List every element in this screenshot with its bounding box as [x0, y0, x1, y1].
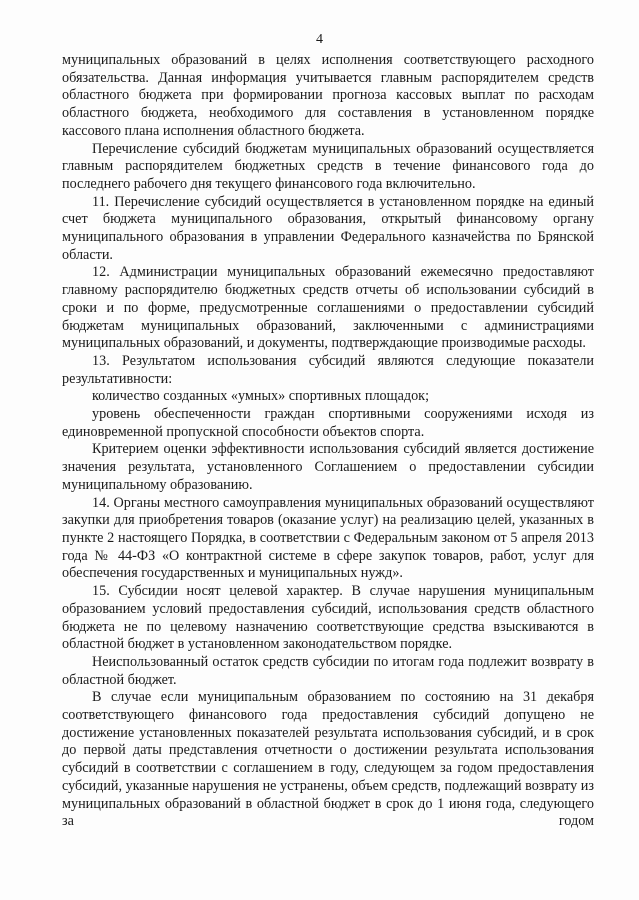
paragraph-non-achievement: В случае если муниципальным образованием по состоянию на 31 декабря соответствующего финансового года предоставления субсидий допущено не достижение установленных показателей результата использования субсидий, и в срок до первой даты представления отчетности о достижении результата использования субсидий в соответствии с соглашением в году, следующем за годом предоставления субсидий, указанные нарушения не устранены, объем средств, подлежащий возврату из муниципальных образований в областной бюджет в срок до 1 июня года, следующего за годом [62, 689, 594, 830]
paragraph-14: 14. Органы местного самоуправления муниципальных образований осуществляют закупки для приобретения товаров (оказание услуг) на реализацию целей, указанных в пункте 2 настоящего Порядка, в соответствии с Федеральным законом от 5 апреля 2013 года № 44-ФЗ «О контрактной системе в сфере закупок товаров, работ, услуг для обеспечения государственных и муниципальных нужд». [62, 494, 594, 582]
paragraph-unused-balance: Неиспользованный остаток средств субсидии по итогам года подлежит возврату в областной бюджет. [62, 653, 594, 688]
indicator-item-sports-facilities: уровень обеспеченности граждан спортивными сооружениями исходя из единовременной пропускной способности объектов спорта. [62, 406, 594, 440]
paragraph-transfer-timing: Перечисление субсидий бюджетам муниципальных образований осуществляется главным распорядителем бюджетных средств в течение финансового года до последнего рабочего дня текущего финансового года включительно. [62, 140, 594, 192]
document-body [62, 52, 594, 831]
paragraph-13: 13. Результатом использования субсидий являются следующие показатели результативности: [62, 352, 594, 387]
indicator-item-smart-grounds: количество созданных «умных» спортивных площадок; [92, 388, 430, 405]
paragraph-12: 12. Администрации муниципальных образований ежемесячно предоставляют главному распорядителю бюджетных средств отчеты об использовании субсидий в сроки и по форме, предусмотренные соглашениями о предоставлении субсидий бюджетам муниципальных образований, заключенными с администрациями муниципальных образований, и документы, подтверждающие производимые расходы. [62, 264, 594, 352]
paragraph-15: 15. Субсидии носят целевой характер. В случае нарушения муниципальным образованием условий предоставления субсидий, использования средств областного бюджета не по целевому назначению соответствующие средства взыскиваются в областной бюджет в установленном законодательством порядке. [62, 583, 594, 653]
paragraph-11: 11. Перечисление субсидий осуществляется в установленном порядке на единый счет бюджета муниципального образования, открытый финансовому органу муниципального образования в управлении Федерального казначейства по Брянской области. [62, 193, 594, 263]
paragraph-continuation: муниципальных образований в целях исполнения соответствующего расходного обязательства. Данная информация учитывается главным распорядителем средств областного бюджета при формировании прогноза кассовых выплат по расходам областного бюджета, необходимого для составления в установленном порядке кассового плана исполнения областного бюджета. [62, 52, 594, 139]
paragraph-efficiency-criterion: Критерием оценки эффективности использования субсидий является достижение значения результата, установленного Соглашением о предоставлении субсидии муниципальному образованию. [62, 441, 594, 493]
page-number: 4 [316, 32, 323, 47]
